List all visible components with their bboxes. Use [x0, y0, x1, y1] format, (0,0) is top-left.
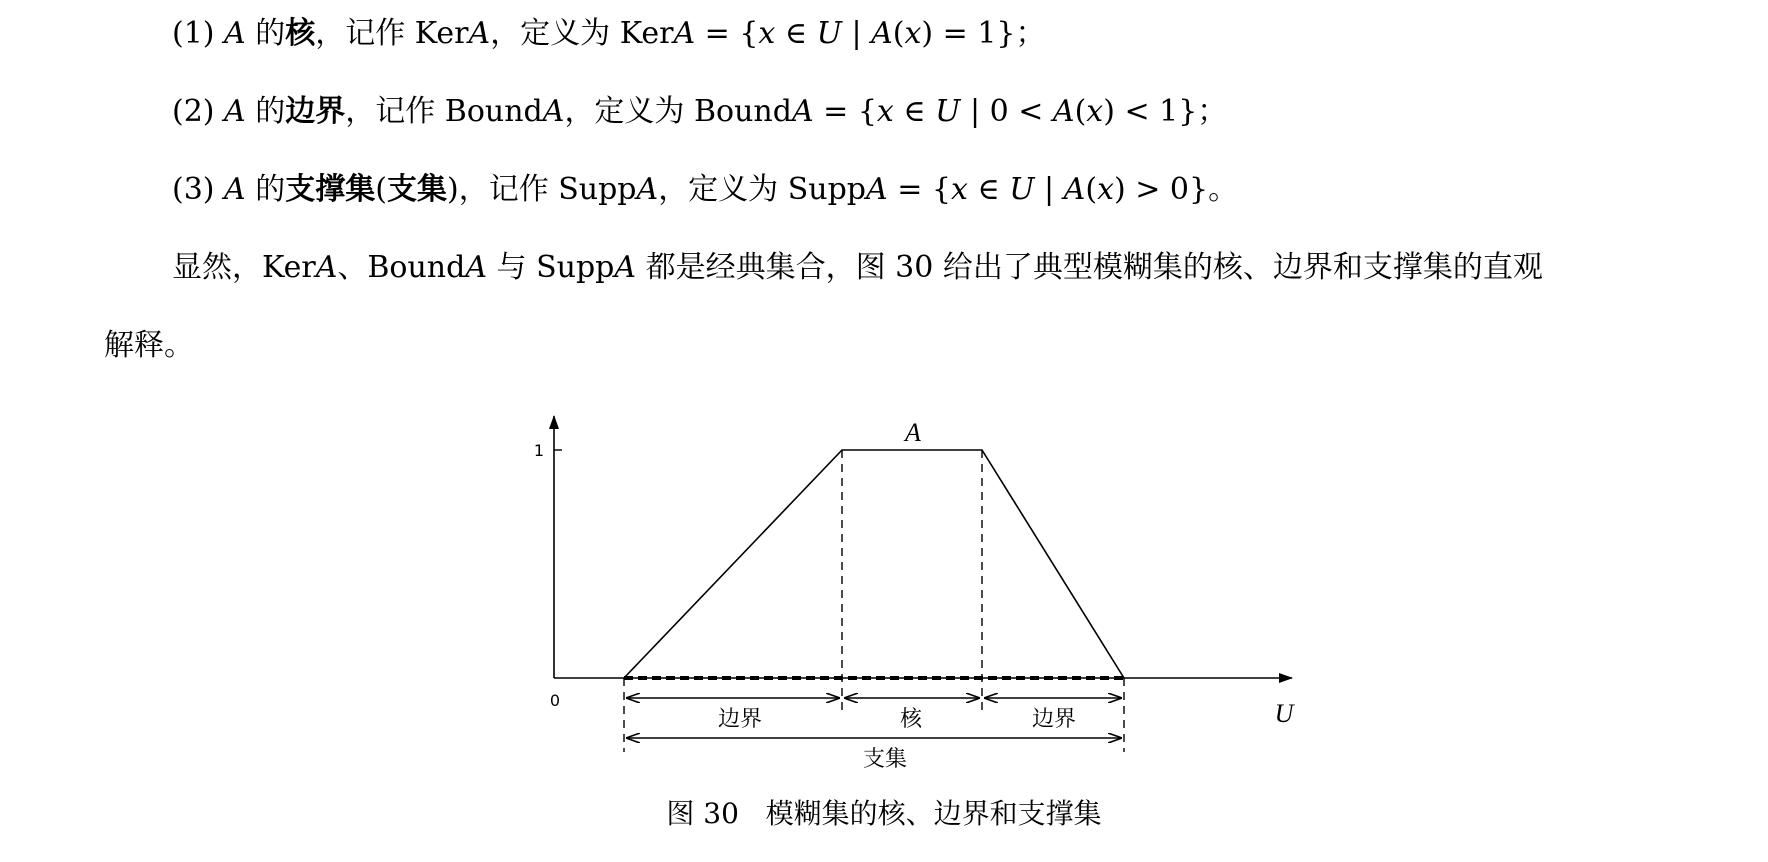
figure-caption — [0, 796, 1768, 832]
curve-label: A — [905, 418, 921, 447]
definition-support: (3) A 的支撑集(支集)，记作 SuppA，定义为 SuppA = {x ∈ U | A(x) > 0}。 — [172, 172, 1239, 207]
definition-boundary: (2) A 的边界，记作 BoundA，定义为 BoundA = {x ∈ U | 0 < A(x) < 1}； — [172, 94, 1228, 129]
explanation-paragraph: 显然，KerA、BoundA 与 SuppA 都是经典集合，图 30 给出了典型模糊集的核、边界和支撑集的直观 — [172, 250, 1543, 285]
term-boundary: 边界 — [285, 94, 346, 129]
x-axis-label: U — [1274, 699, 1294, 728]
y-tick-label-1: 1 — [533, 441, 544, 460]
definition-kernel: (1) A 的核，记作 KerA，定义为 KerA = {x ∈ U | A(x) = 1}； — [172, 16, 1046, 51]
term-support-short: 支集 — [386, 172, 447, 207]
term-support: 支撑集 — [285, 172, 376, 207]
boundary-left-label: 边界 — [717, 707, 763, 732]
term-kernel: 核 — [285, 16, 316, 51]
caption-title: 模糊集的核、边界和支撑集 — [765, 797, 1102, 830]
support-label: 支集 — [862, 747, 908, 772]
membership-curve — [624, 450, 1124, 678]
caption-number: 图 30 — [666, 797, 739, 830]
kernel-label: 核 — [899, 707, 923, 732]
origin-label: 0 — [549, 691, 561, 710]
boundary-right-label: 边界 — [1031, 707, 1077, 732]
explanation-paragraph-continued: 解释。 — [104, 328, 194, 363]
